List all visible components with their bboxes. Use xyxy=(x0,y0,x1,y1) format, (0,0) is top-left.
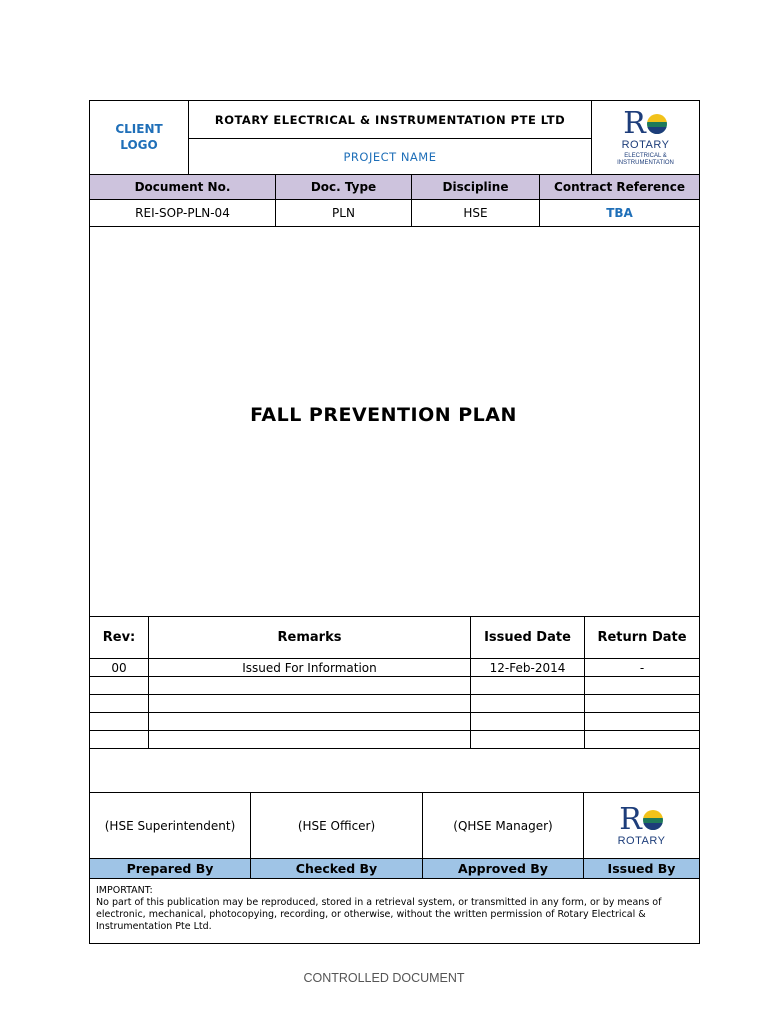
logo-mark: R xyxy=(619,801,642,837)
rev-cell xyxy=(89,730,149,749)
doc-type-value: PLN xyxy=(275,199,412,227)
logo-word: ROTARY xyxy=(617,834,666,847)
logo-word: ROTARY xyxy=(621,138,670,151)
discipline-value: HSE xyxy=(411,199,540,227)
client-logo-placeholder: CLIENT LOGO xyxy=(89,100,189,175)
approved-by-role: (QHSE Manager) xyxy=(422,792,584,859)
logo-globe-icon xyxy=(646,113,668,135)
controlled-document-footer: CONTROLLED DOCUMENT xyxy=(303,971,465,985)
important-heading: IMPORTANT: xyxy=(96,885,153,896)
issued-date-cell xyxy=(470,712,585,731)
remarks-cell xyxy=(148,712,471,731)
issued-by-logo xyxy=(583,792,700,859)
remarks-cell xyxy=(148,676,471,695)
issued-date-cell xyxy=(470,676,585,695)
rev-header: Rev: xyxy=(89,616,149,659)
important-notice xyxy=(96,885,682,941)
issued-date-cell xyxy=(470,730,585,749)
important-text: No part of this publication may be reproduced, stored in a retrieval system, or transmitted in any form, or by means of electronic, mechanical, photocopying, recording, or otherwise, without the written permission of Rotary Electrical & Instrumentation Pte Ltd. xyxy=(96,897,662,932)
project-name: PROJECT NAME xyxy=(188,138,592,175)
remarks-cell xyxy=(148,694,471,713)
contract-reference-value: TBA xyxy=(539,199,700,227)
prepared-by-role: (HSE Superintendent) xyxy=(89,792,251,859)
issued-by-label: Issued By xyxy=(583,858,700,879)
remarks-cell: Issued For Information xyxy=(148,658,471,677)
logo-mark: R xyxy=(623,105,646,141)
doc-type-header: Doc. Type xyxy=(275,174,412,200)
rotary-logo xyxy=(591,100,700,175)
remarks-cell xyxy=(148,730,471,749)
checked-by-role: (HSE Officer) xyxy=(250,792,423,859)
rev-cell: 00 xyxy=(89,658,149,677)
rev-cell xyxy=(89,712,149,731)
company-name: ROTARY ELECTRICAL & INSTRUMENTATION PTE LTD xyxy=(188,100,592,139)
rev-cell xyxy=(89,694,149,713)
return-date-cell xyxy=(584,712,700,731)
approved-by-label: Approved By xyxy=(422,858,584,879)
logo-globe-icon xyxy=(642,809,664,831)
issued-date-header: Issued Date xyxy=(470,616,585,659)
checked-by-label: Checked By xyxy=(250,858,423,879)
discipline-header: Discipline xyxy=(411,174,540,200)
issued-date-cell: 12-Feb-2014 xyxy=(470,658,585,677)
prepared-by-label: Prepared By xyxy=(89,858,251,879)
rev-cell xyxy=(89,676,149,695)
remarks-header: Remarks xyxy=(148,616,471,659)
return-date-cell: - xyxy=(584,658,700,677)
contract-reference-header: Contract Reference xyxy=(539,174,700,200)
issued-date-cell xyxy=(470,694,585,713)
return-date-header: Return Date xyxy=(584,616,700,659)
doc-no-header: Document No. xyxy=(89,174,276,200)
return-date-cell xyxy=(584,730,700,749)
return-date-cell xyxy=(584,694,700,713)
return-date-cell xyxy=(584,676,700,695)
document-title: FALL PREVENTION PLAN xyxy=(250,404,517,426)
logo-sub: ELECTRICAL & INSTRUMENTATION xyxy=(617,152,674,166)
doc-no-value: REI-SOP-PLN-04 xyxy=(89,199,276,227)
